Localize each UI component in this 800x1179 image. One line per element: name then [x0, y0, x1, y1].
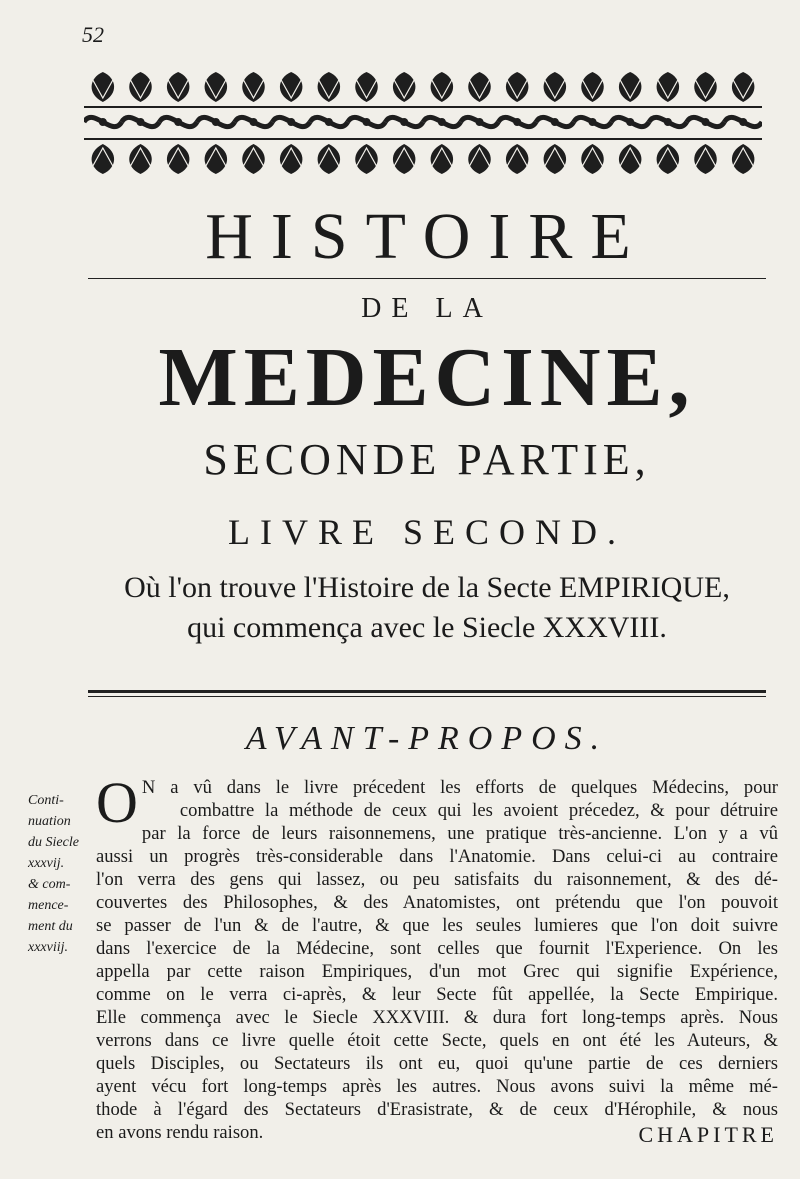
ornamental-headpiece: [84, 68, 762, 178]
title-livre-second: LIVRE SECOND.: [228, 512, 626, 552]
title-histoire: HISTOIRE: [205, 200, 649, 273]
double-rule-thin: [88, 696, 766, 697]
margin-note-line: xxxvij.: [28, 856, 65, 871]
catchword: CHAPITRE: [638, 1122, 778, 1147]
text-line: l'on verra des gens qui lassez, ou peu satisfaits du raisonnement, & des dé-: [96, 869, 778, 890]
text-line: Elle commença avec le Siecle XXXVIII. & dura fort long-temps après. Nous: [96, 1007, 778, 1028]
drop-cap: O: [96, 770, 138, 835]
title-medecine: MEDECINE,: [158, 331, 696, 424]
text-line: couvertes des Philosophes, & des Anatomistes, ont prétendu que l'on pouvoit: [96, 892, 778, 913]
margin-note: [28, 790, 94, 958]
text-line: ayent vécu fort long-temps après les autres. Nous avons suivi la même mé-: [96, 1076, 778, 1097]
page-number: 52: [82, 22, 104, 47]
margin-note-line: ment du: [28, 919, 73, 934]
double-rule-thick: [88, 690, 766, 693]
title-rule: [88, 278, 766, 279]
subtitle-line-1: Où l'on trouve l'Histoire de la Secte EMPIRIQUE,: [124, 571, 730, 604]
text-line: en avons rendu raison.: [96, 1122, 264, 1143]
margin-note-line: Conti-: [28, 793, 64, 808]
margin-note-line: mence-: [28, 898, 69, 913]
text-line: par la force de leurs raisonnemens, une pratique très-ancienne. L'on y a vû: [141, 823, 778, 844]
text-line: N a vû dans le livre précedent les efforts de quelques Médecins, pour: [141, 777, 778, 798]
section-heading: AVANT-PROPOS.: [245, 720, 609, 757]
text-line: aussi un progrès très-considerable dans l'Anatomie. Dans celui-ci au contraire: [96, 846, 778, 867]
text-line: se passer de l'un & de l'autre, & que les seules lumieres que l'on doit suivre: [96, 915, 778, 936]
margin-note-line: du Siecle: [28, 835, 79, 850]
text-line: thode à l'égard des Sectateurs d'Erasistrate, & de ceux d'Hérophile, & nous: [96, 1099, 778, 1120]
text-line: verrons dans ce livre quelle étoit cette Secte, quels en ont été les Auteurs, &: [96, 1030, 778, 1051]
margin-note-line: nuation: [28, 814, 71, 829]
title-de-la: DE LA: [361, 293, 493, 324]
text-line: dans l'exercice de la Médecine, sont celles que fournit l'Experience. On les: [96, 938, 778, 959]
text-line: appella par cette raison Empiriques, d'un mot Grec qui signifie Expérience,: [96, 961, 778, 982]
text-line: comme on le verra ci-après, & leur Secte fût appellée, la Secte Empirique.: [96, 984, 778, 1005]
subtitle-line-2: qui commença avec le Siecle XXXVIII.: [187, 611, 667, 644]
body-paragraph: [96, 770, 778, 1144]
margin-note-line: xxxviij.: [28, 940, 69, 955]
text-line: quels Disciples, ou Sectateurs ils ont eu, quoi qu'une partie de ces derniers: [96, 1053, 778, 1074]
margin-note-line: & com-: [28, 877, 71, 892]
text-line: combattre la méthode de ceux qui les avoient précedez, & pour détruire: [179, 800, 778, 821]
title-seconde-partie: SECONDE PARTIE,: [203, 435, 651, 484]
